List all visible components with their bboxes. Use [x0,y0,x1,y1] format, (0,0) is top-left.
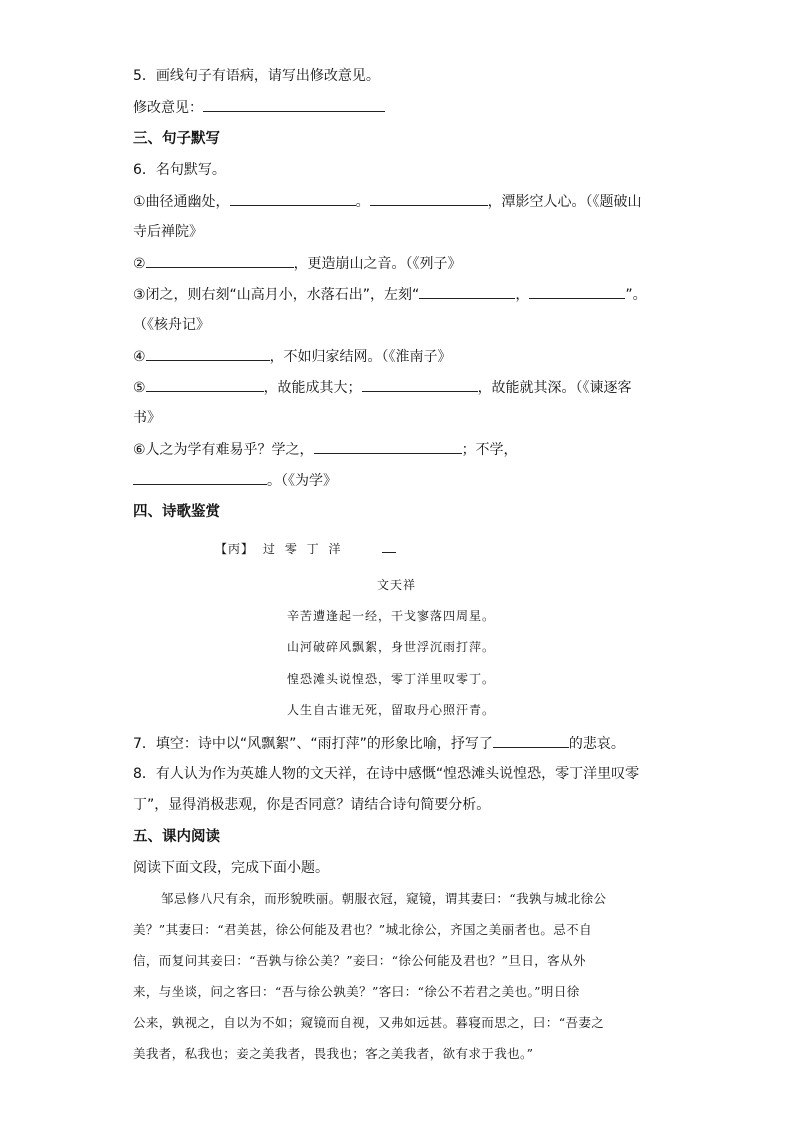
answer-label: 修改意见： [133,100,203,116]
q6-item-2: ② ，更造崩山之音。（《列子》 [133,253,462,274]
passage-line: 美？”其妻曰：“君美甚，徐公何能及君也？”城北徐公，齐国之美丽者也。忌不自 [133,922,592,937]
question-7: 7．填空：诗中以“风飘絮”、“雨打萍”的形象比喻，抒写了 的悲哀。 [133,733,625,754]
fill-blank[interactable] [362,377,478,392]
section-5-title: 五、课内阅读 [133,829,220,845]
fill-blank[interactable] [529,284,625,299]
poem-line-3: 惶恐滩头说惶恐，零丁洋里叹零丁。 [287,672,496,686]
poem-line-1: 辛苦遭逢起一经，干戈寥落四周星。 [287,609,496,623]
fill-blank[interactable] [314,439,462,454]
question-6-prompt: 6．名句默写。 [133,162,226,178]
q6-item-5: ⑤ ，故能成其大； ，故能就其深。（《谏逐客 [133,377,632,398]
passage-line: 来，与坐谈，问之客曰：“吾与徐公孰美？”客曰：“徐公不若君之美也。”明日徐 [133,984,580,999]
fill-blank[interactable] [230,191,356,206]
poem-author: 文天祥 [377,578,417,592]
section-3-title: 三、句子默写 [133,131,220,147]
poem-line-4: 人生自古谁无死，留取丹心照汗青。 [287,703,496,717]
q6-item-3-cont: （《核舟记》 [133,317,210,333]
poem-title: 过 零 丁 洋 [263,542,344,556]
q6-item-4: ④ ，不如归家结网。（《淮南子》 [133,346,452,367]
q6-item-1-cont: 寺后禅院》 [133,224,203,240]
passage-line: 信，而复问其妾曰：“吾孰与徐公美？”妾曰：“徐公何能及君也？”旦日，客从外 [133,953,586,968]
poem-line-2: 山河破碎风飘絮，身世浮沉雨打萍。 [287,640,496,654]
poem-label: 【丙】 [215,542,255,556]
reading-intro: 阅读下面文段，完成下面小题。 [133,860,329,876]
fill-blank[interactable] [146,377,264,392]
fill-blank[interactable] [493,733,569,748]
passage-line: 邹忌修八尺有余，而形貌昳丽。朝服衣冠，窥镜，谓其妻曰：“我孰与城北徐公 [161,891,607,906]
q6-item-3: ③闭之，则右刻“山高月小，水落石出”，左刻“ ， ”。 [133,284,647,305]
q6-item-5-cont: 书》 [133,410,161,426]
answer-blank[interactable] [203,97,385,112]
fill-blank[interactable] [133,470,267,485]
passage-line: 美我者，私我也；妾之美我者，畏我也；客之美我者，欲有求于我也。” [133,1046,534,1061]
q6-item-6-cont: 。（《为学》 [133,470,337,491]
q6-item-1: ①曲径通幽处， 。 ，潭影空人心。（《题破山 [133,191,642,212]
passage-line: 公来，孰视之，自以为不如；窥镜而自视，又弗如远甚。暮寝而思之，曰：“吾妻之 [133,1015,605,1030]
question-8-line-2: 丁”，显得消极悲观，你是否同意？请结合诗句简要分析。 [133,797,491,813]
fill-blank[interactable] [146,253,294,268]
q6-item-6: ⑥人之为学有难易乎？学之， ；不学， [133,439,518,460]
question-5-prompt: 5．画线句子有语病，请写出修改意见。 [133,68,380,84]
fill-blank[interactable] [419,284,515,299]
section-4-title: 四、诗歌鉴赏 [133,504,220,520]
question-8-line-1: 8．有人认为作为英雄人物的文天祥，在诗中感慨“惶恐滩头说惶恐，零丁洋里叹零 [133,766,640,782]
question-5-answer-line [133,97,385,118]
fill-blank[interactable] [146,346,270,361]
fill-blank[interactable] [370,191,488,206]
poem-title-mark [382,552,396,553]
